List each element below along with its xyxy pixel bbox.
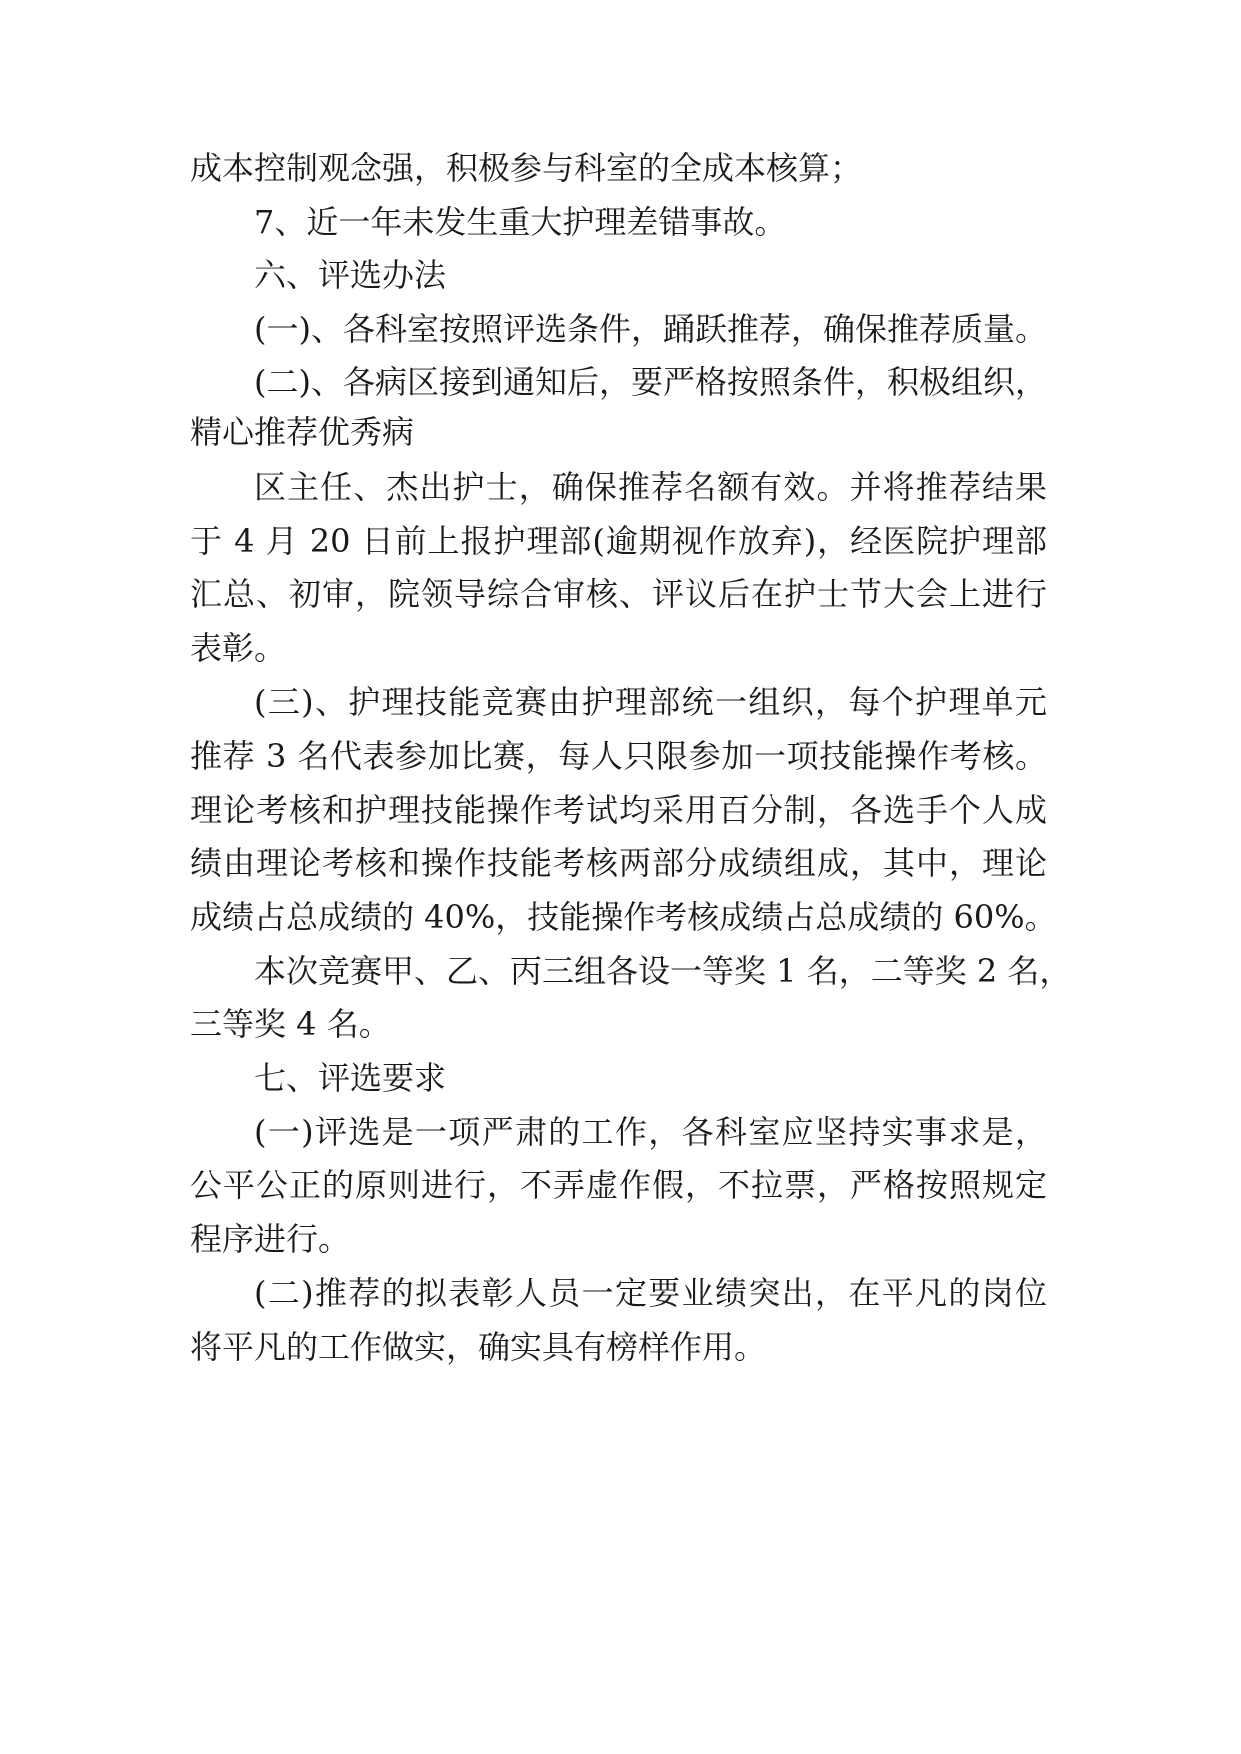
text-line: 推荐 3 名代表参加比赛，每人只限参加一项技能操作考核。	[190, 737, 1047, 775]
text-line: (二)推荐的拟表彰人员一定要业绩突出，在平凡的岗位	[254, 1274, 1047, 1312]
text-line: 7、近一年未发生重大护理差错事故。	[254, 203, 787, 241]
section-heading: 六、评选办法	[254, 256, 447, 294]
text-line: 于 4 月 20 日前上报护理部(逾期视作放弃)，经医院护理部	[190, 522, 1047, 560]
text-line: (二)、各病区接到通知后，要严格按照条件，积极组织，	[254, 363, 1047, 401]
text-line: 将平凡的工作做实，确实具有榜样作用。	[190, 1328, 767, 1366]
text-line: (三)、护理技能竞赛由护理部统一组织，每个护理单元	[254, 683, 1047, 721]
text-line: 区主任、杰出护士，确保推荐名额有效。并将推荐结果	[254, 468, 1047, 506]
text-line: 成绩占总成绩的 40%，技能操作考核成绩占总成绩的 60%。	[190, 898, 1057, 936]
text-line: 表彰。	[190, 629, 287, 667]
text-line: 汇总、初审，院领导综合审核、评议后在护士节大会上进行	[190, 575, 1047, 613]
text-line: 本次竞赛甲、乙、丙三组各设一等奖 1 名，二等奖 2 名，	[254, 952, 1072, 990]
text-line: 绩由理论考核和操作技能考核两部分成绩组成，其中，理论	[190, 844, 1047, 882]
text-line: (一)评选是一项严肃的工作，各科室应坚持实事求是，	[254, 1113, 1047, 1151]
text-line: 精心推荐优秀病	[190, 413, 415, 451]
text-line: 公平公正的原则进行，不弄虚作假，不拉票，严格按照规定	[190, 1166, 1047, 1204]
text-line: 理论考核和护理技能操作考试均采用百分制，各选手个人成	[190, 791, 1047, 829]
text-line: (一)、各科室按照评选条件，踊跃推荐，确保推荐质量。	[254, 310, 1047, 348]
text-line: 成本控制观念强，积极参与科室的全成本核算；	[190, 149, 863, 187]
text-line: 程序进行。	[190, 1220, 351, 1258]
text-line: 三等奖 4 名。	[190, 1005, 391, 1043]
section-heading: 七、评选要求	[254, 1059, 447, 1097]
